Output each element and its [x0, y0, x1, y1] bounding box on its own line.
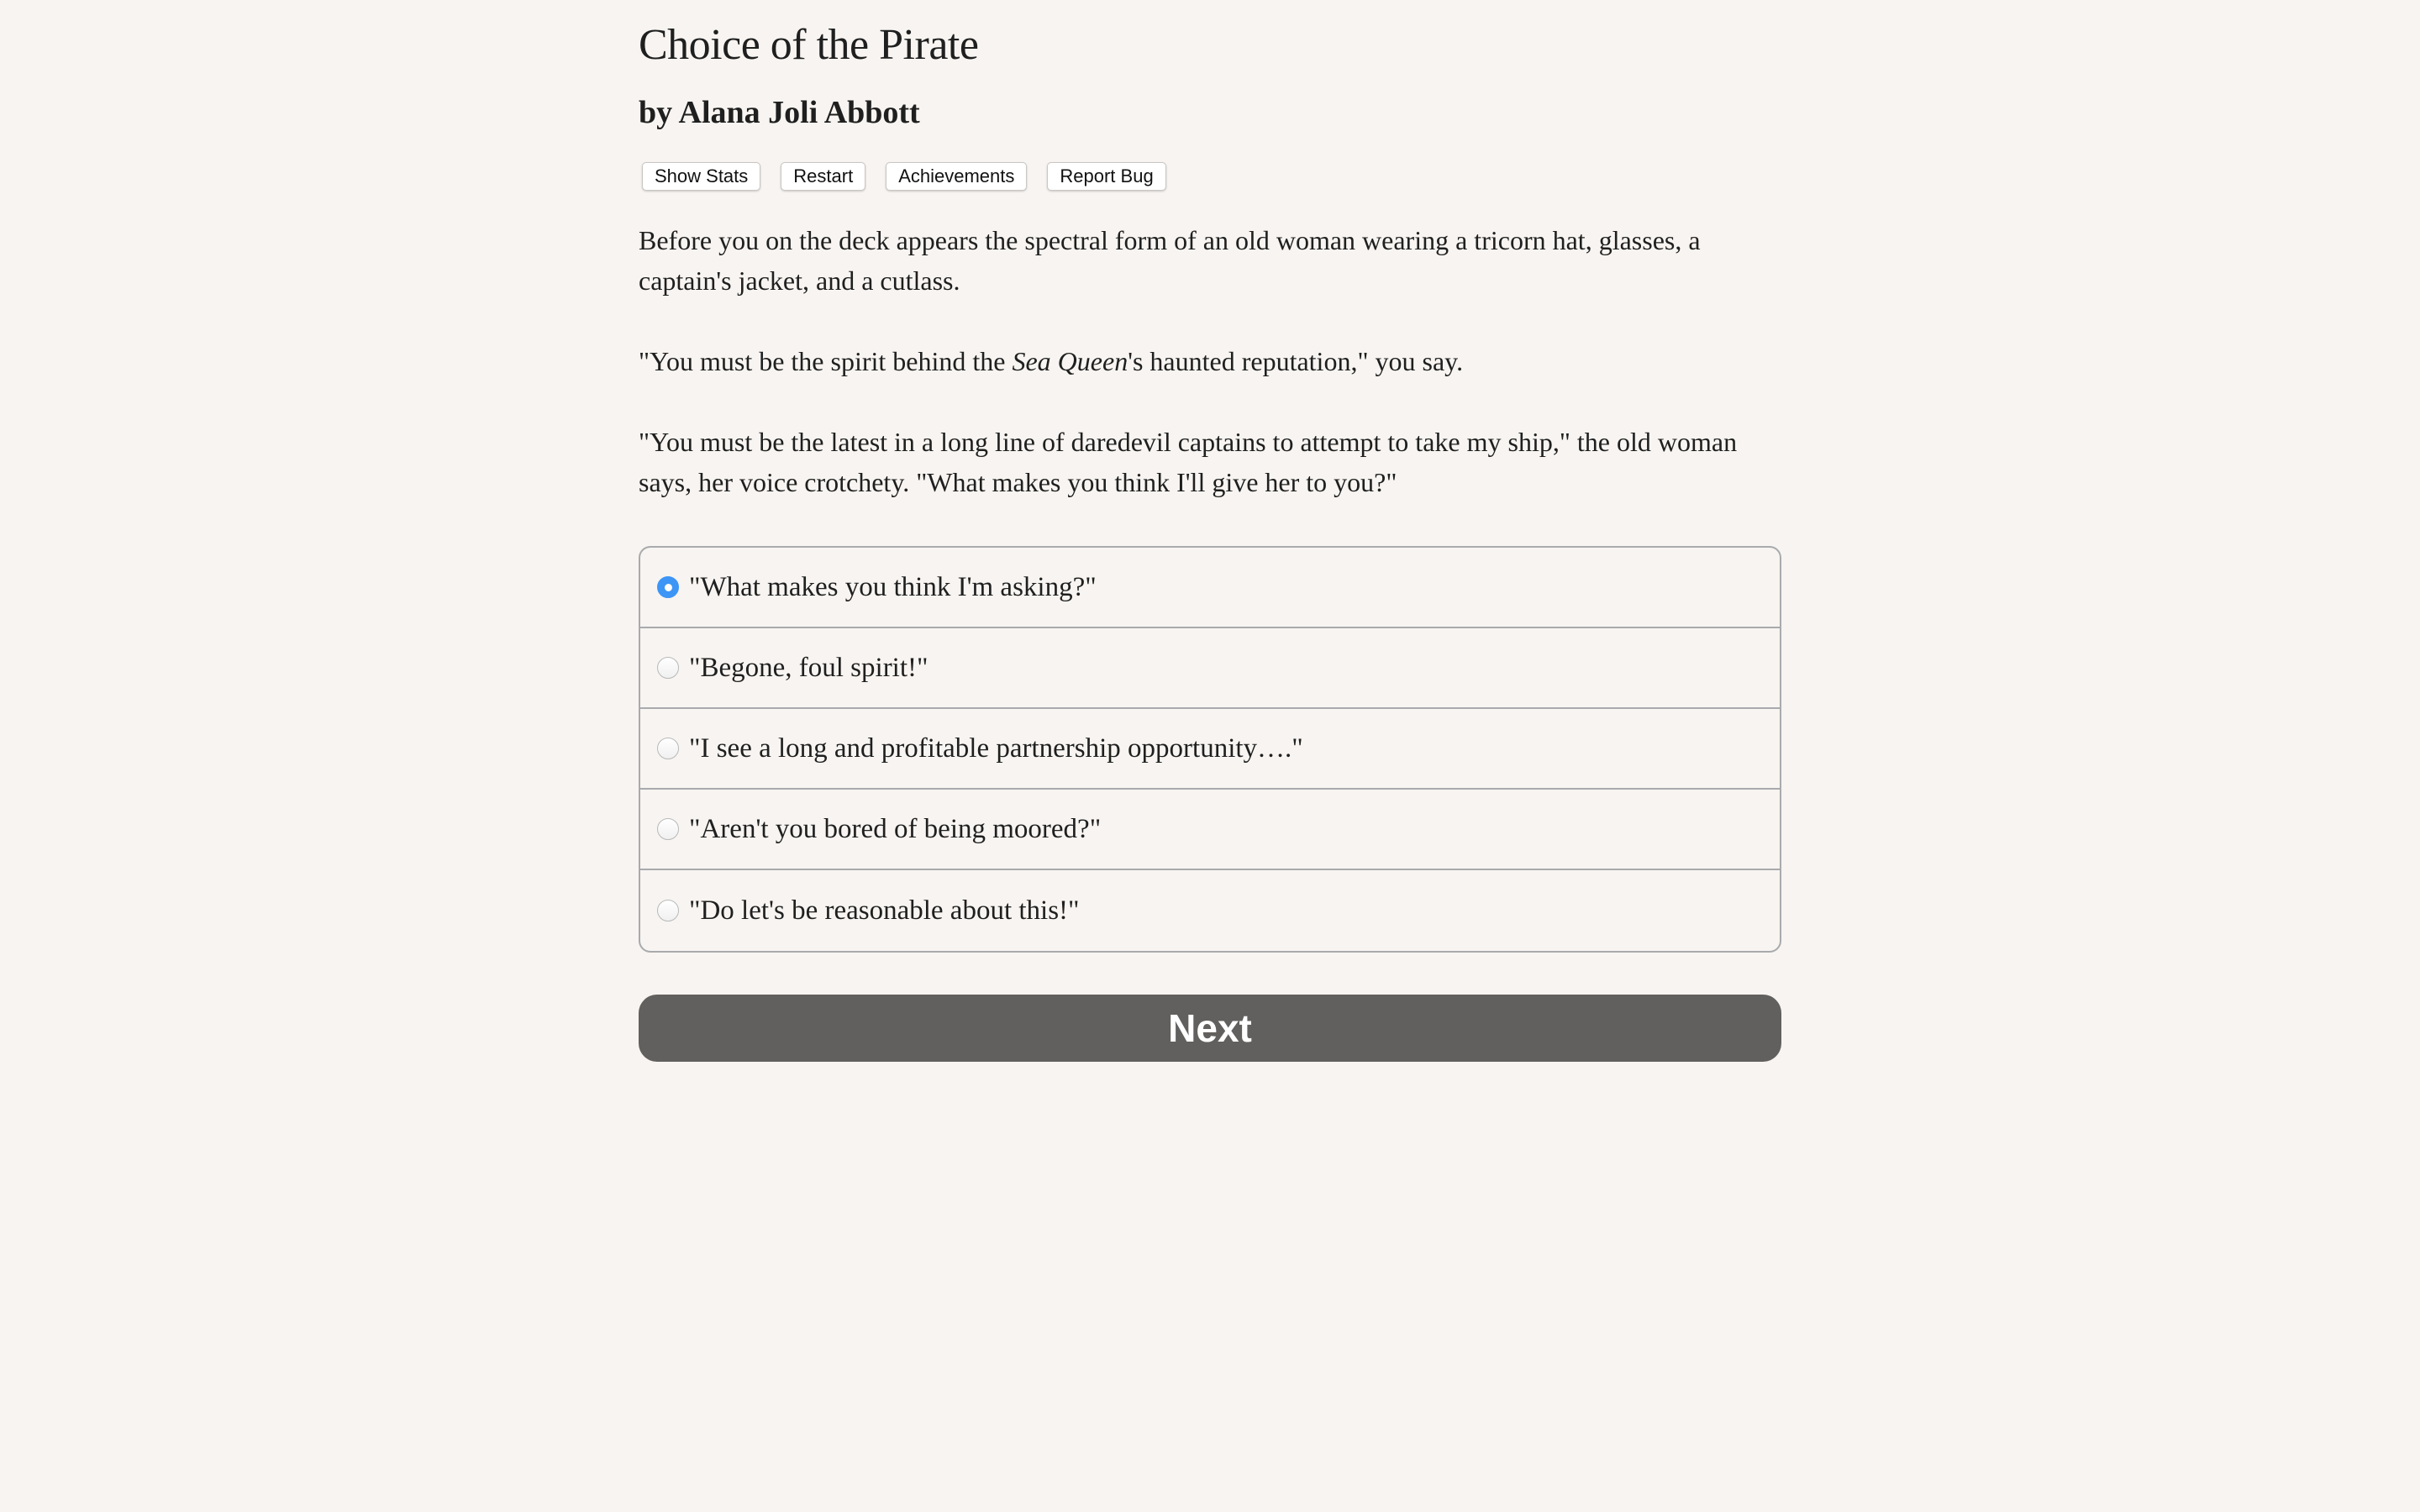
choice-label: "What makes you think I'm asking?" [689, 571, 1097, 602]
choice-option[interactable] [640, 790, 1780, 870]
choice-option[interactable] [640, 870, 1780, 951]
show-stats-button[interactable]: Show Stats [642, 162, 760, 191]
achievements-button[interactable]: Achievements [886, 162, 1027, 191]
restart-button[interactable]: Restart [781, 162, 865, 191]
next-button[interactable]: Next [639, 995, 1781, 1062]
radio-unselected-icon[interactable] [657, 657, 679, 679]
radio-unselected-icon[interactable] [657, 900, 679, 921]
radio-unselected-icon[interactable] [657, 818, 679, 840]
choice-label: "Aren't you bored of being moored?" [689, 813, 1102, 844]
choice-label: "Begone, foul spirit!" [689, 652, 929, 683]
story-text [639, 220, 1781, 543]
choice-option[interactable] [640, 548, 1780, 628]
choice-label: "I see a long and profitable partnership opportunity…." [689, 732, 1303, 764]
story-paragraph: "You must be the latest in a long line of daredevil captains to attempt to take my ship," the old woman says, her voice crotchety. "What makes you think I'll give her to you?" [639, 427, 1738, 497]
radio-selected-icon[interactable] [657, 576, 679, 598]
game-author: by Alana Joli Abbott [639, 95, 920, 130]
radio-unselected-icon[interactable] [657, 738, 679, 759]
story-text-segment: "You must be the spirit behind the [639, 346, 1013, 376]
game-title: Choice of the Pirate [639, 21, 979, 69]
story-paragraph: Before you on the deck appears the spectral form of an old woman wearing a tricorn hat, glasses, a captain's jacket, and a cutlass. [639, 225, 1701, 296]
choice-list [639, 546, 1781, 953]
choice-option[interactable] [640, 709, 1780, 790]
choice-option[interactable] [640, 628, 1780, 709]
toolbar [642, 162, 1166, 191]
ship-name: Sea Queen [1012, 346, 1128, 376]
report-bug-button[interactable]: Report Bug [1047, 162, 1165, 191]
story-text-segment: 's haunted reputation," you say. [1128, 346, 1464, 376]
choice-label: "Do let's be reasonable about this!" [689, 895, 1080, 926]
story-paragraph [639, 341, 1781, 381]
